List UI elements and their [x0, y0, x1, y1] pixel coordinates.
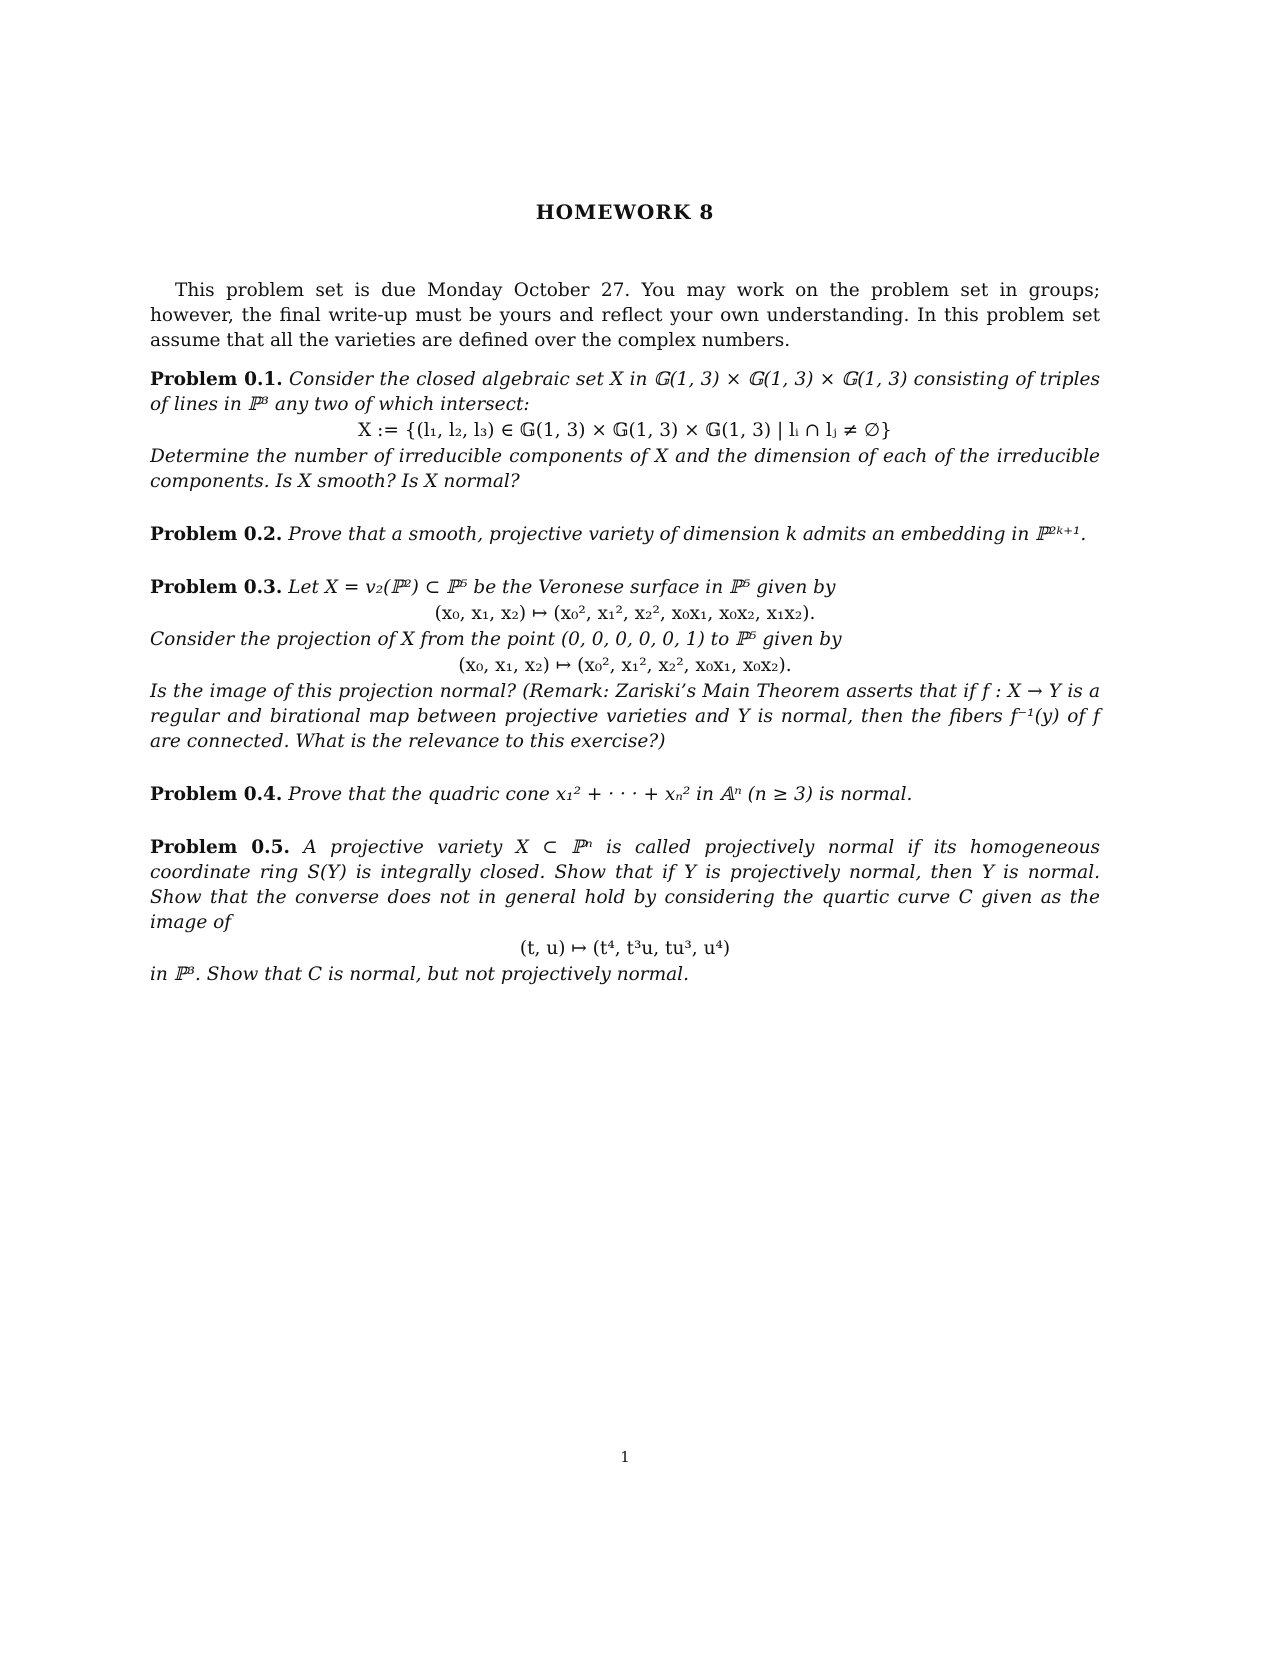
page-number: 1 — [620, 1448, 630, 1466]
document-body — [150, 278, 1100, 987]
document-page — [150, 0, 1100, 1656]
problem-0-3 — [150, 575, 1100, 754]
problem-0-4 — [150, 782, 1100, 807]
problem-text: A projective variety X ⊂ ℙⁿ is called projectively normal if its homogeneous coordinate ring S(Y) is integrally closed. Show that if Y is projectively normal, then Y is normal. Show that the converse does not in general hold by considering the quartic curve C given as the image of — [150, 837, 1100, 933]
intro-paragraph: This problem set is due Monday October 27. You may work on the problem set in groups; however, the final write-up must be yours and reflect your own understanding. In this problem set assume that all the varieties are defined over the complex numbers. — [150, 280, 1100, 351]
problem-0-5 — [150, 835, 1100, 987]
problem-statement — [150, 367, 1100, 417]
problem-statement — [150, 522, 1100, 547]
problem-label: Problem 0.2. — [150, 524, 283, 545]
problem-label: Problem 0.1. — [150, 369, 283, 390]
display-equation-2: (x₀, x₁, x₂) ↦ (x₀², x₁², x₂², x₀x₁, x₀x₂). — [458, 655, 792, 676]
problem-continuation: in ℙ³. Show that C is normal, but not projectively normal. — [150, 964, 689, 985]
problem-text: Prove that the quadric cone x₁² + · · · + xₙ² in 𝔸ⁿ (n ≥ 3) is normal. — [288, 784, 913, 805]
problem-middle-text: Consider the projection of X from the point (0, 0, 0, 0, 0, 1) to ℙ⁵ given by — [150, 629, 842, 650]
problem-text: Consider the closed algebraic set X in 𝔾(1, 3) × 𝔾(1, 3) × 𝔾(1, 3) consisting of triples of lines in ℙ³ any two of which intersect: — [150, 369, 1100, 415]
display-equation: (t, u) ↦ (t⁴, t³u, tu³, u⁴) — [519, 938, 731, 959]
problem-label: Problem 0.5. — [150, 837, 290, 858]
problem-label: Problem 0.4. — [150, 784, 283, 805]
display-equation: X := {(l₁, l₂, l₃) ∈ 𝔾(1, 3) × 𝔾(1, 3) × 𝔾(1, 3) | lᵢ ∩ lⱼ ≠ ∅} — [358, 420, 892, 441]
problem-continuation: Is the image of this projection normal? (Remark: Zariski’s Main Theorem asserts that if f : X → Y is a regular and birational map between projective varieties and Y is normal, then the fibers f⁻¹(y) of f are connected. What is the relevance to this exercise?) — [150, 681, 1100, 752]
display-equation: (x₀, x₁, x₂) ↦ (x₀², x₁², x₂², x₀x₁, x₀x₂, x₁x₂). — [434, 603, 816, 624]
problem-statement — [150, 835, 1100, 935]
problem-0-1 — [150, 367, 1100, 494]
problem-text: Prove that a smooth, projective variety of dimension k admits an embedding in ℙ²ᵏ⁺¹. — [288, 524, 1087, 545]
page-title: HOMEWORK 8 — [535, 200, 715, 224]
problem-0-2 — [150, 522, 1100, 547]
problem-continuation: Determine the number of irreducible components of X and the dimension of each of the irreducible components. Is X smooth? Is X normal? — [150, 446, 1100, 492]
problem-statement — [150, 575, 1100, 600]
problem-statement — [150, 782, 1100, 807]
problem-text: Let X = v₂(ℙ²) ⊂ ℙ⁵ be the Veronese surface in ℙ⁵ given by — [288, 577, 836, 598]
problem-label: Problem 0.3. — [150, 577, 283, 598]
